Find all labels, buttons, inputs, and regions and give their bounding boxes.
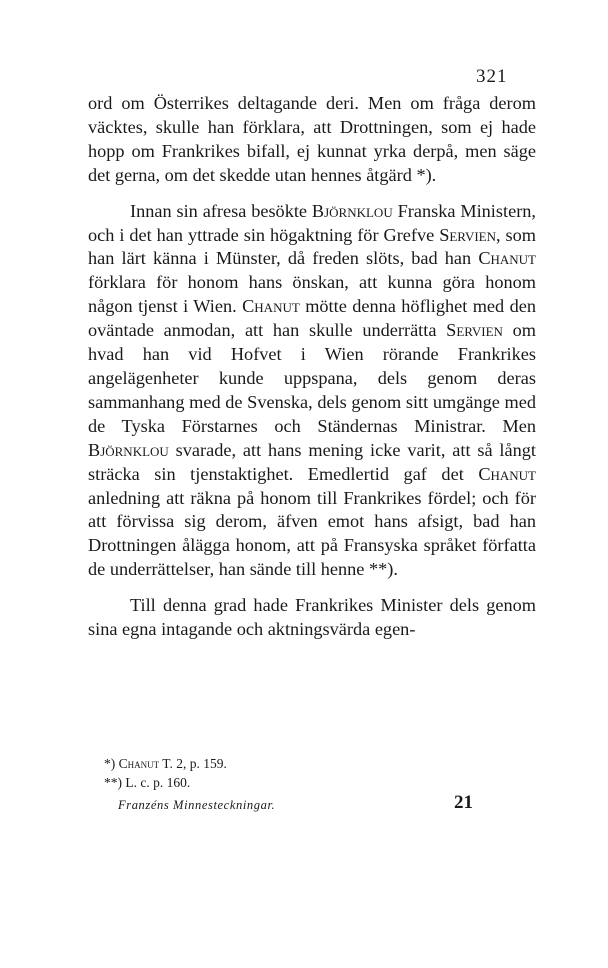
person-name: Chanut [478, 248, 536, 269]
person-name: Björnklou [88, 439, 169, 460]
person-name: Chanut [242, 296, 300, 317]
person-name: Chanut [478, 463, 536, 484]
text-segment: anledning att räkna på honom till Frankrikes fördel; och för att förvissa sig derom, äfven emot hans afsigt, bad han Drottningen ålägga honom, att på Fransyska språket författa de underrättelser, han sände till henne **). [88, 487, 536, 580]
footnote-reference: L. c. p. 160. [125, 775, 191, 790]
footnote-marker: **) [104, 775, 126, 790]
paragraph-2 [88, 200, 536, 583]
person-name: Servien [439, 224, 496, 245]
sheet-number: 21 [454, 792, 473, 813]
paragraph-1: ord om Österrikes deltagande deri. Men om fråga derom väcktes, skulle han förklara, att Drottningen, som ej hade hopp om Frankrikes bifall, ej kunnat yrka derpå, men säge det gerna, om det skedde utan hennes åtgärd *). [88, 93, 536, 185]
paragraph-3: Till denna grad hade Frankrikes Minister dels genom sina egna intagande och aktningsvärda egen- [88, 595, 536, 640]
text-segment: mötte denna höflighet med den oväntade anmodan, att han skulle underrätta [88, 296, 536, 341]
text-segment: förklara för honom hans önskan, att kunna göra honom någon tjenst i Wien. [88, 272, 536, 317]
text-segment: , som han lärt känna i Münster, då freden slöts, bad han [88, 224, 536, 269]
person-name: Servien [446, 320, 503, 341]
footnotes [104, 754, 536, 792]
page-number: 321 [476, 66, 508, 87]
text-segment: Franska Ministern, och i det han yttrade sin högaktning för Grefve [88, 200, 536, 245]
text-segment: svarade, att hans mening icke varit, att så långt sträcka sin tjenstaktighet. Emedlertid gaf det [88, 439, 536, 484]
footer [118, 792, 536, 822]
footnote-1 [104, 754, 536, 773]
person-name: Björnklou [311, 200, 393, 221]
printer-signature: Franzéns Minnesteckningar. [118, 798, 276, 812]
footnote-2 [104, 773, 536, 792]
footnote-name: Chanut [118, 756, 160, 771]
text-segment: om hvad han vid Hofvet i Wien rörande Frankrikes angelägenheter kunde uppspana, dels genom deras sammanhang med de Svenska, dels genom sitt umgänge med de Tyska Förstarnes och Ständernas Ministrar. Men [88, 320, 537, 436]
footnote-marker: *) [104, 756, 119, 771]
body-text [88, 92, 536, 642]
footnote-reference: T. 2, p. 159. [159, 756, 227, 771]
text-segment: Innan sin afresa besökte [130, 200, 312, 221]
